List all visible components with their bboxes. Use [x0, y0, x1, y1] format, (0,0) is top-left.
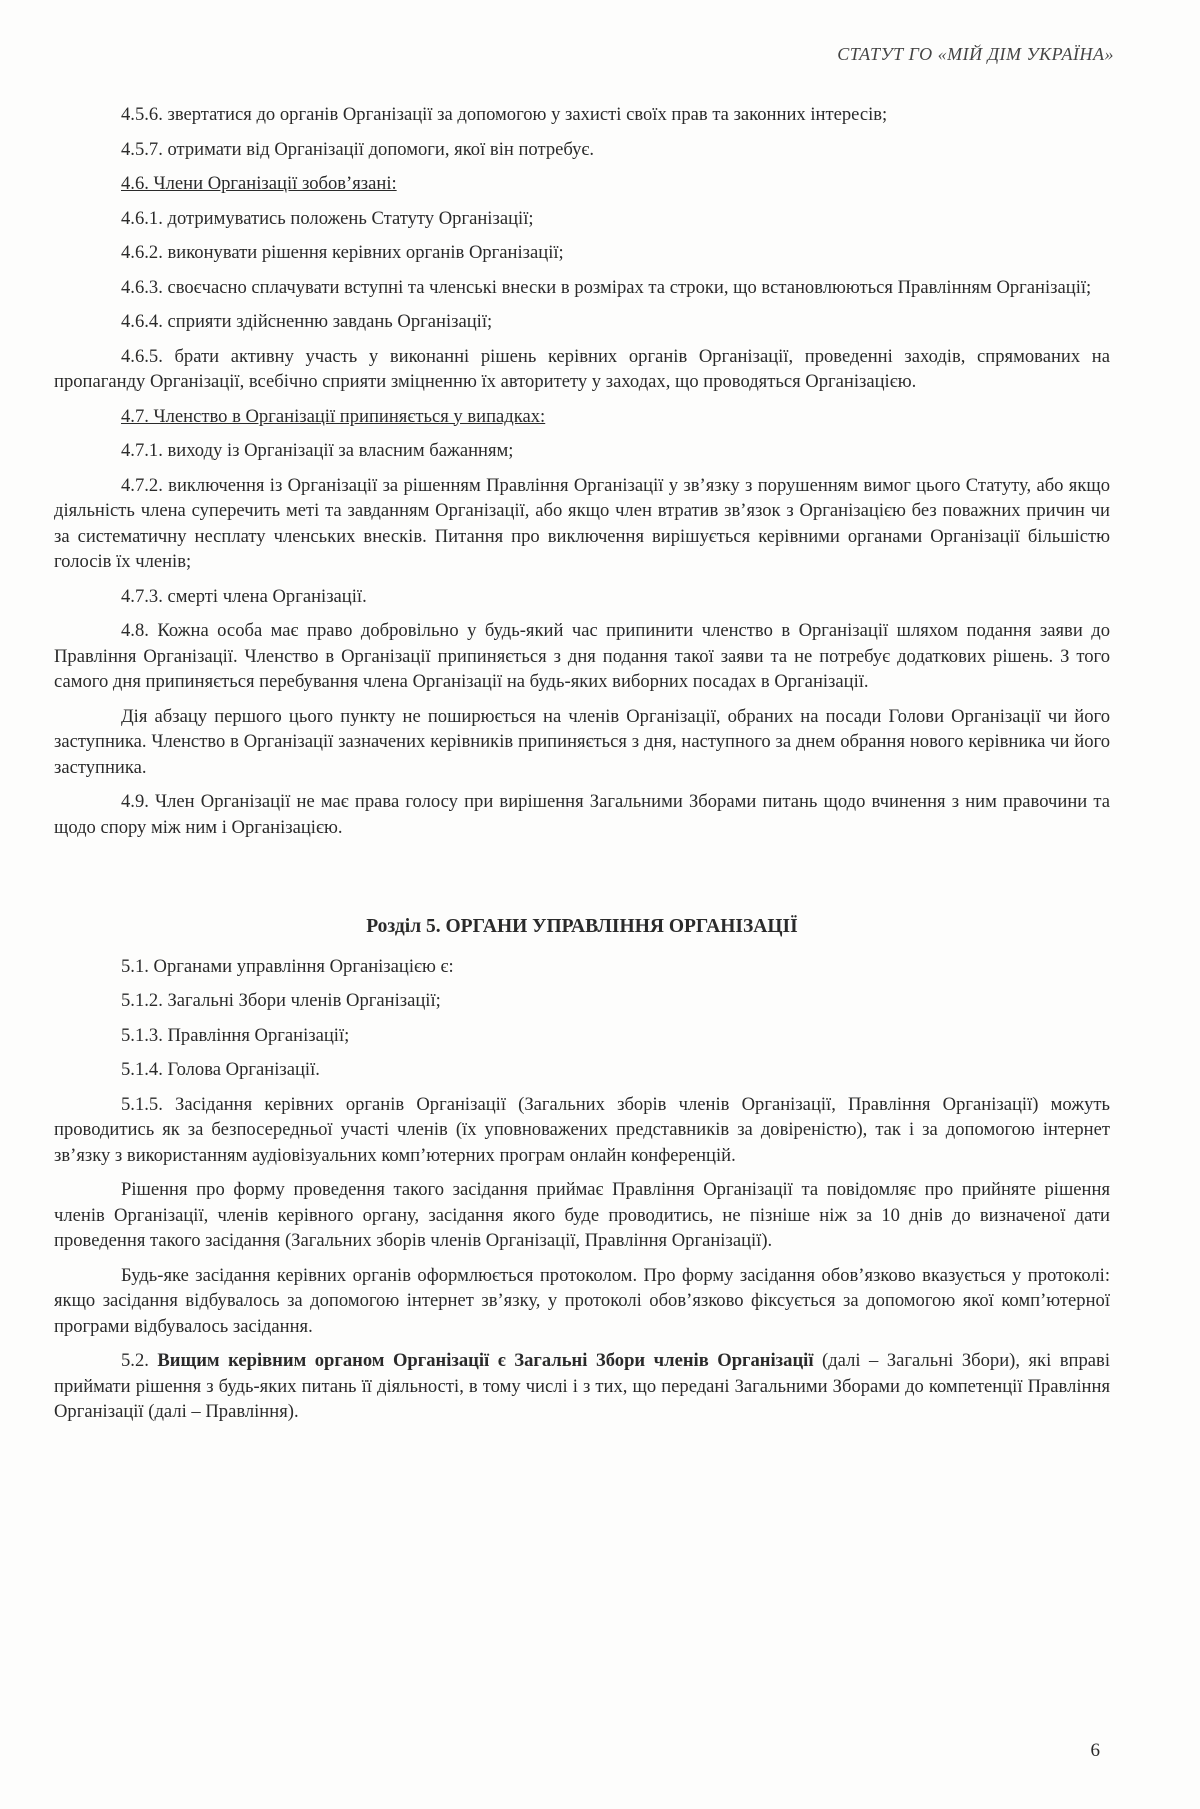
clause-5-1-5-paragraph-2: Рішення про форму проведення такого засідання приймає Правління Організації та повідомляє про прийняте рішення членів Організації, членів керівного органу, засідання якого буде проводитись, не пізніше ніж за 10 днів до визначеної дати проведення такого засідання (Загальних зборів членів Організації, Правління Організації).	[54, 1179, 1110, 1251]
clause-4-7	[54, 404, 1110, 430]
clause-5-1-5: 5.1.5. Засідання керівних органів Організації (Загальних зборів членів Організації, Правління Організації) можуть проводитись як за безпосередньої участі членів (їх уповноважених представників за довіреністю), так і за допомогою інтернет зв’язку з використанням аудіовізуальних комп’ютерних програм онлайн конференцій.	[54, 1093, 1110, 1166]
clause-5-1: 5.1. Органами управління Організацією є:	[121, 955, 454, 977]
clause-5-2-number: 5.2.	[121, 1350, 149, 1371]
clause-4-6-2: 4.6.2. виконувати рішення керівних органів Організації;	[121, 242, 564, 263]
clause-4-7-3: 4.7.3. смерті члена Організації.	[121, 585, 367, 607]
clause-4-6-text: 4.6. Члени Організації зобов’язані:	[121, 173, 397, 194]
page-number: 6	[1090, 1740, 1100, 1761]
clause-4-6	[54, 171, 1110, 197]
clause-4-8: 4.8. Кожна особа має право добровільно у будь-який час припинити членство в Організації шляхом подання заяви до Правління Організації. Членство в Організації припиняється з дня подання такої заяви та не потребує додаткових рішень. З того самого дня припиняється перебування члена Організації на будь-яких виборних посадах в Організації.	[54, 620, 1110, 692]
clause-4-8-paragraph-2: Дія абзацу першого цього пункту не поширюється на членів Організації, обраних на посади Голови Організації чи його заступника. Членство в Організації зазначених керівників припиняється з дня, наступного за днем обрання нового керівника чи його заступника.	[54, 705, 1110, 778]
clause-5-2-rest: (далі – Загальні Збори), які вправі приймати рішення з будь-яких питань її діяльності, в тому числі і з тих, що передані Загальними Зборами до компетенції Правління Організації (далі – Правління).	[54, 1350, 1110, 1422]
running-header: СТАТУТ ГО «МІЙ ДІМ УКРАЇНА»	[837, 44, 1114, 64]
clause-4-5-6: 4.5.6. звертатися до органів Організації за допомогою у захисті своїх прав та законних інтересів;	[121, 104, 888, 125]
clause-5-2-bold: Вищим керівним органом Організації є Загальні Збори членів Організації	[157, 1350, 814, 1371]
clause-4-7-1: 4.7.1. виходу із Організації за власним бажанням;	[121, 440, 514, 461]
document-body	[54, 102, 1110, 1434]
clause-4-6-1: 4.6.1. дотримуватись положень Статуту Організації;	[121, 207, 534, 229]
section-heading: Розділ 5. ОРГАНИ УПРАВЛІННЯ ОРГАНІЗАЦІЇ	[366, 916, 798, 937]
clause-4-7-text: 4.7. Членство в Організації припиняється у випадках:	[121, 405, 546, 427]
clause-4-6-4: 4.6.4. сприяти здійсненню завдань Організації;	[121, 311, 493, 332]
clause-4-6-5: 4.6.5. брати активну участь у виконанні рішень керівних органів Організації, проведенні заходів, спрямованих на пропаганду Організації, всебічно сприяти зміцненню їх авторитету у заходах, що проводяться Організацією.	[54, 345, 1110, 392]
clause-5-1-4: 5.1.4. Голова Організації.	[121, 1059, 320, 1080]
clause-4-7-2: 4.7.2. виключення із Організації за рішенням Правління Організації у зв’язку з порушенням вимог цього Статуту, або якщо діяльність члена суперечить меті та завданням Організації, або якщо член втратив зв’язок з Організацією без поважних причин чи за систематичну несплату членських внесків. Питання про виключення вирішується керівними органами Організації більшістю голосів їх членів;	[54, 474, 1110, 572]
clause-5-2	[54, 1348, 1110, 1425]
clause-5-1-3: 5.1.3. Правління Організації;	[121, 1024, 350, 1046]
clause-5-1-5-paragraph-3: Будь-яке засідання керівних органів оформлюється протоколом. Про форму засідання обов’язково вказується у протоколі: якщо засідання відбувалось за допомогою інтернет зв’язку, у протоколі обов’язково фіксується за допомогою якої комп’ютерної програми відбувалось засідання.	[54, 1264, 1110, 1337]
clause-4-5-7: 4.5.7. отримати від Організації допомоги, якої він потребує.	[121, 138, 595, 160]
clause-4-6-3: 4.6.3. своєчасно сплачувати вступні та членські внески в розмірах та строки, що встановлюються Правлінням Організації;	[121, 276, 1092, 298]
clause-4-9: 4.9. Член Організації не має права голосу при вирішення Загальними Зборами питань щодо вчинення з ним правочини та щодо спору між ним і Організацією.	[54, 791, 1110, 838]
clause-5-1-2: 5.1.2. Загальні Збори членів Організації;	[121, 990, 441, 1011]
